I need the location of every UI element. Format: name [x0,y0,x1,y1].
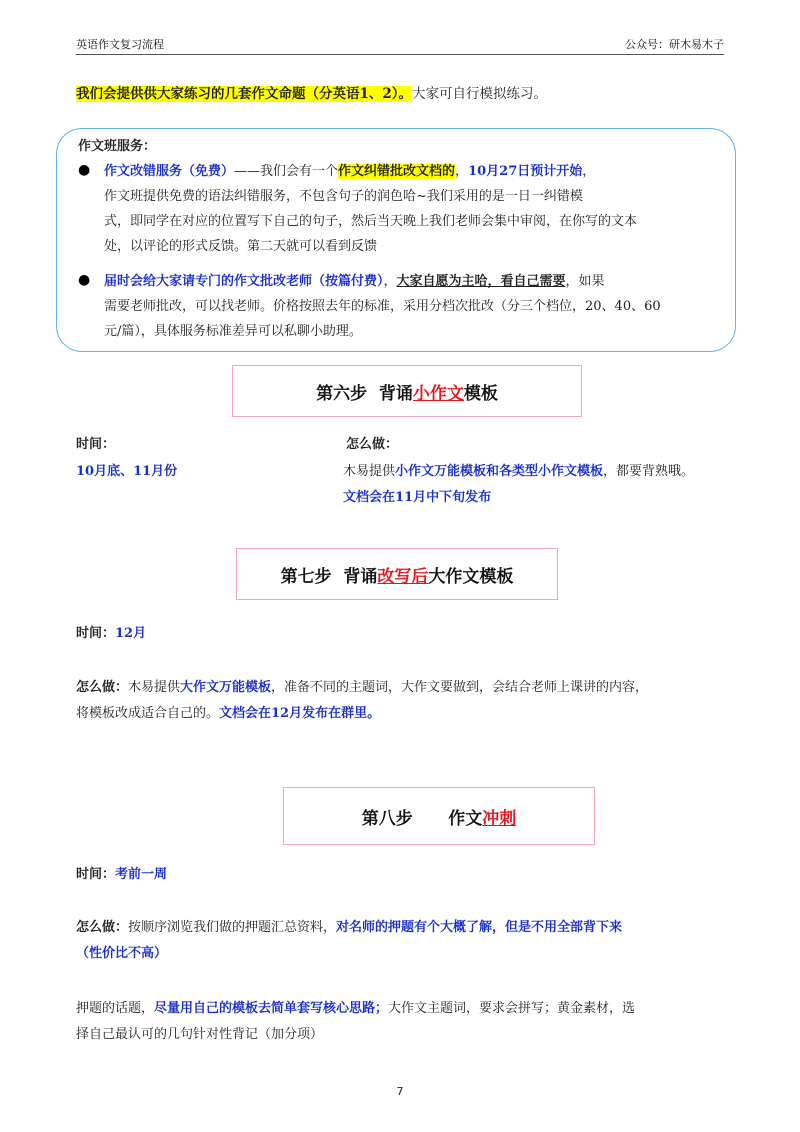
service-item-1-label: 作文改错服务（免费） [104,164,235,179]
step8-how-line2: （性价比不高） [76,946,168,961]
step7-how-text [76,675,648,700]
step7-heading-post: 大作文模板 [428,566,514,587]
step8-time-value: 考前一周 [115,867,168,882]
step7-time-label: 时间： [76,626,116,641]
step8-heading-pre: 第八步 作文 [361,808,483,829]
step8-paragraph [76,996,635,1021]
service-item-2-bold: 大家自愿为主哈，看自己需要 [396,274,566,289]
step8-how-blue: 对名师的押题有个大概了解，但是不用全部背下来 [336,920,623,935]
step8-p-post: 大作文主题词，要求会拼写；黄金素材，选 [388,1001,636,1016]
service-title: 作文班服务： [78,139,157,154]
step8-how-pre: 按顺序浏览我们做的押题汇总资料， [128,920,337,935]
step7-time-value: 12月 [115,626,147,641]
service-item-1-comma: ， [455,164,469,179]
bullet-icon: ● [78,272,91,288]
step8-heading [283,787,595,845]
step6-release: 文档会在11月中下旬发布 [343,490,492,505]
step7-heading-pre: 第七步 背诵 [280,566,378,587]
step6-how-label: 怎么做： [346,437,399,452]
step7-how-post: ，准备不同的主题词，大作文要做到，会结合老师上课讲的内容， [271,680,649,695]
step7-how-pre: 木易提供 [128,680,181,695]
step6-how-blue: 小作文万能模板和各类型小作文模板 [395,464,604,479]
step8-how-label: 怎么做： [76,920,129,935]
intro-rest: 大家可自行模拟练习。 [412,86,548,102]
step8-paragraph-line2: 择自己最认可的几句针对性背记（加分项） [76,1027,324,1042]
step7-how-line2 [76,701,380,726]
step6-heading-post: 模板 [463,383,498,404]
service-item-1-date: 10月27日预计开始 [468,164,583,179]
step7-how-label: 怎么做： [76,680,129,695]
service-item-2-label: 届时会给大家请专门的作文批改老师（按篇付费） [104,274,384,289]
service-item-1-line3: 式，即同学在对应的位置写下自己的句子，然后当天晚上我们老师会集中审阅，在你写的文本 [104,214,638,229]
step6-time-label: 时间： [76,437,116,452]
step8-time [76,862,167,887]
step8-p-blue: 尽量用自己的模板去简单套写核心思路； [154,1001,389,1016]
step8-how-text [76,915,622,940]
step7-line2-pre: 将模板改成适合自己的。 [76,706,220,721]
service-item-2-rest: ，如果 [565,274,605,289]
service-item-2-line2: 需要老师批改，可以找老师。价格按照去年的标准，采用分档次批改（分三个档位，20、40、60 [104,299,661,314]
service-item-2-comma: ， [383,274,397,289]
header-doc-title: 英语作文复习流程 [76,38,164,51]
step7-heading [236,548,558,600]
step8-p-pre: 押题的话题， [76,1001,155,1016]
step6-heading-red: 小作文 [412,383,464,404]
step6-how-text [343,459,694,484]
service-item-1 [104,159,595,184]
service-item-1-line4: 处，以评论的形式反馈。第二天就可以看到反馈 [104,239,378,254]
header-account: 公众号：研木易木子 [625,38,724,51]
page-number: 7 [396,1085,404,1098]
service-item-1-line2: 作文班提供免费的语法纠错服务，不包含句子的润色哈~我们采用的是一日一纠错模 [104,189,583,204]
step8-heading-red: 冲刺 [482,808,517,829]
service-item-2 [104,269,605,294]
intro-highlight: 我们会提供供大家练习的几套作文命题（分英语1、2）。 [76,86,413,102]
step6-heading [232,365,582,417]
step6-how-pre: 木易提供 [343,464,396,479]
step7-heading-red: 改写后 [377,566,429,587]
service-item-2-line3: 元/篇），具体服务标准差异可以私聊小助理。 [104,324,362,339]
intro-paragraph [76,82,547,107]
service-item-1-rest: ， [582,164,596,179]
step6-how-post: ，都要背熟哦。 [603,464,695,479]
step6-heading-pre: 第六步 背诵 [316,383,413,404]
step8-time-label: 时间： [76,867,116,882]
step7-time [76,621,146,646]
bullet-icon: ● [78,162,91,178]
header-divider [76,54,724,55]
service-item-1-doc: 作文纠错批改文档的 [338,164,456,179]
step7-line2-blue: 文档会在12月发布在群里。 [219,706,381,721]
step7-how-blue: 大作文万能模板 [180,680,272,695]
step6-time-value: 10月底、11月份 [76,464,178,479]
service-item-1-dash: ——我们会有一个 [234,164,339,179]
